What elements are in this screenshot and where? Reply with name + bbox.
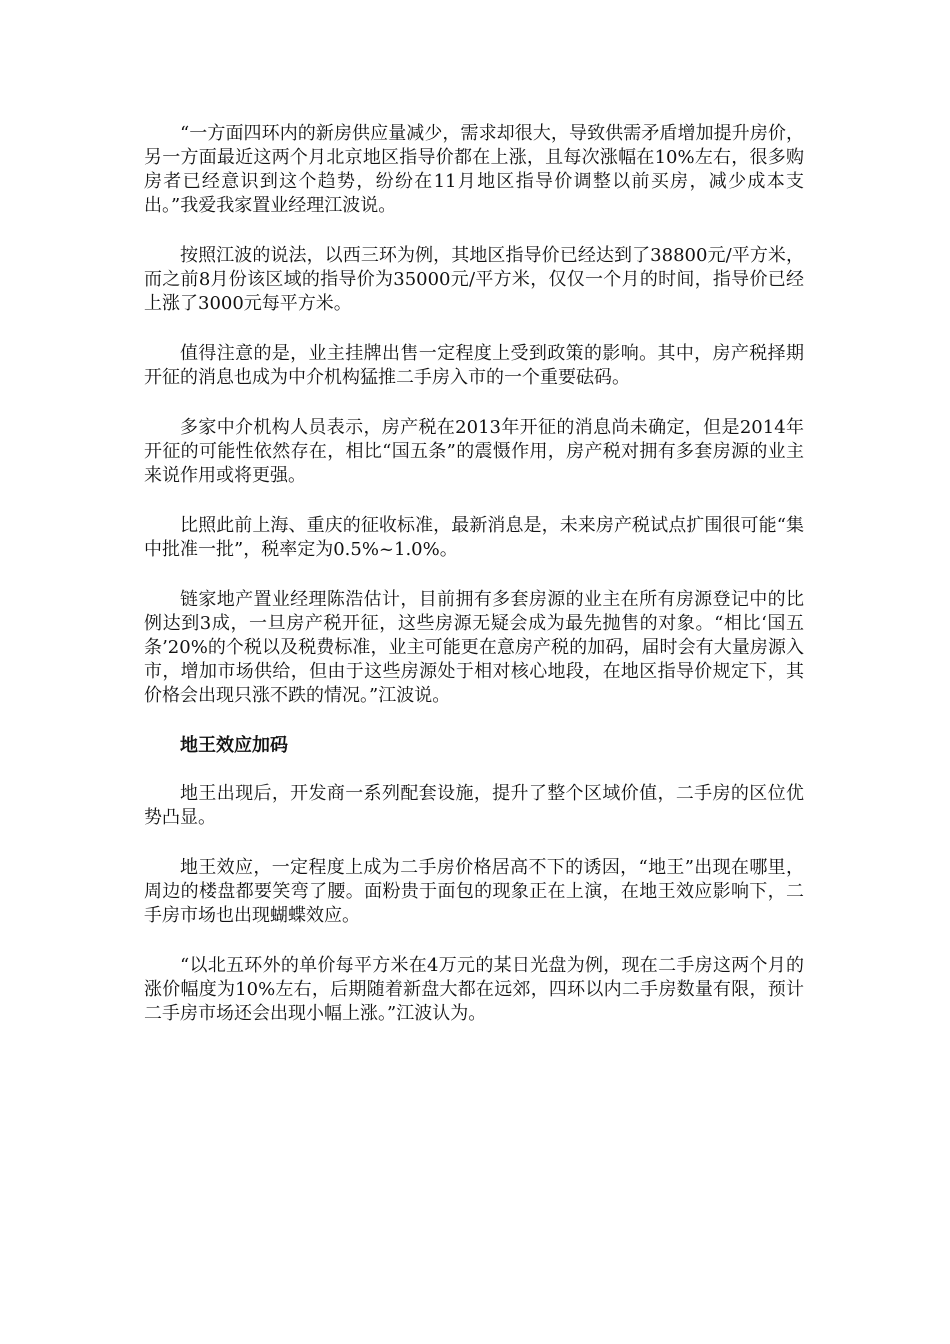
paragraph: 链家地产置业经理陈浩估计，目前拥有多套房源的业主在所有房源登记中的比例达到3成，一旦房产税开征，这些房源无疑会成为最先抛售的对象。“相比‘国五条’20%的个税以及税费标准，业主可能更在意房产税的加码，届时会有大量房源入市，增加市场供给，但由于这些房源处于相对核心地段，在地区指导价规定下，其价格会出现只涨不跌的情况。”江波说。 (144, 589, 804, 706)
paragraph: 地王效应，一定程度上成为二手房价格居高不下的诱因，“地王”出现在哪里，周边的楼盘都要笑弯了腰。面粉贵于面包的现象正在上演，在地王效应影响下，二手房市场也出现蝴蝶效应。 (144, 857, 804, 926)
paragraph: 多家中介机构人员表示，房产税在2013年开征的消息尚未确定，但是2014年开征的可能性依然存在，相比“国五条”的震慑作用，房产税对拥有多套房源的业主来说作用或将更强。 (144, 417, 804, 486)
paragraph: 地王出现后，开发商一系列配套设施，提升了整个区域价值，二手房的区位优势凸显。 (144, 783, 804, 828)
paragraph: 比照此前上海、重庆的征收标准，最新消息是，未来房产税试点扩围很可能“集中批准一批”，税率定为0.5%~1.0%。 (144, 515, 804, 560)
article-body (144, 122, 804, 1052)
section-heading: 地王效应加码 (180, 735, 288, 756)
paragraph: “一方面四环内的新房供应量减少，需求却很大，导致供需矛盾增加提升房价，另一方面最近这两个月北京地区指导价都在上涨，且每次涨幅在10%左右，很多购房者已经意识到这个趋势，纷纷在11月地区指导价调整以前买房，减少成本支出。”我爱我家置业经理江波说。 (144, 123, 804, 216)
paragraph: “以北五环外的单价每平方米在4万元的某日光盘为例，现在二手房这两个月的涨价幅度为10%左右，后期随着新盘大都在远郊，四环以内二手房数量有限，预计二手房市场还会出现小幅上涨。”江波认为。 (144, 955, 804, 1024)
paragraph: 值得注意的是，业主挂牌出售一定程度上受到政策的影响。其中，房产税择期开征的消息也成为中介机构猛推二手房入市的一个重要砝码。 (144, 343, 804, 388)
paragraph: 按照江波的说法，以西三环为例，其地区指导价已经达到了38800元/平方米，而之前8月份该区域的指导价为35000元/平方米，仅仅一个月的时间，指导价已经上涨了3000元每平方米。 (144, 245, 804, 314)
